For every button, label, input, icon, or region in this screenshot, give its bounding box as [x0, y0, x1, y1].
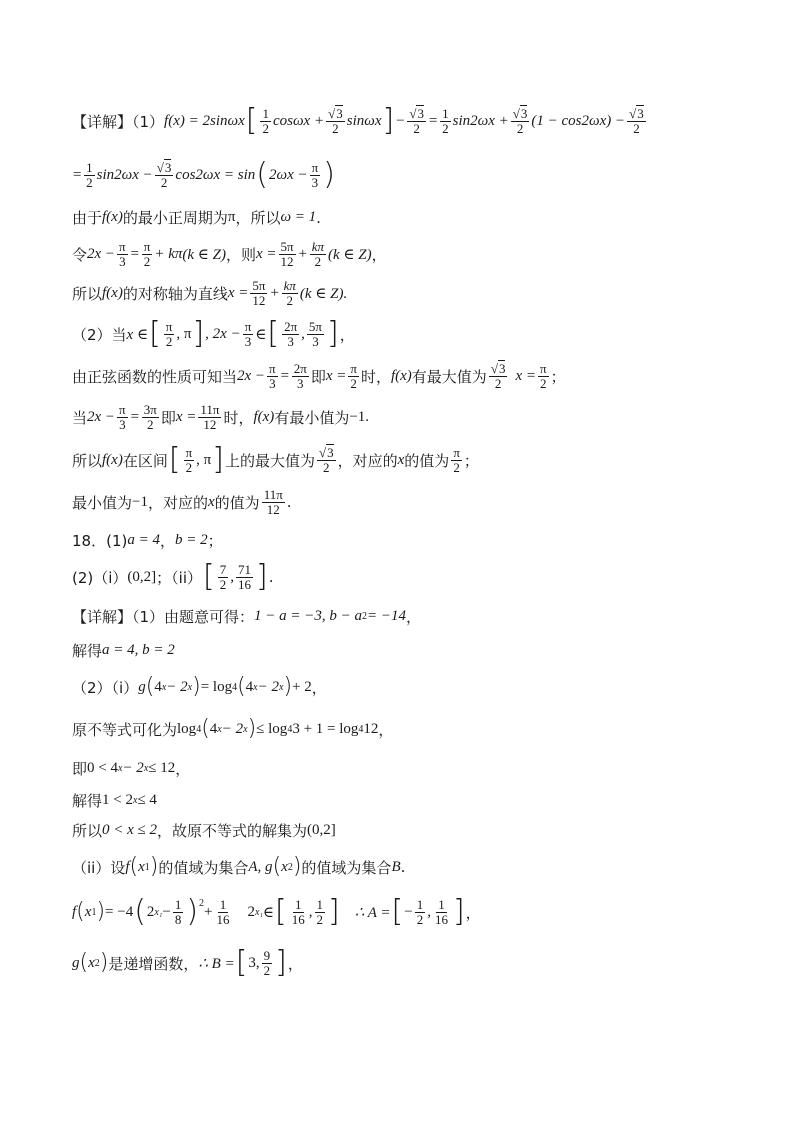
solution-line-8: 当 2x − $\frac{\pi}{3}$ = $\frac{3\pi}{2}$ 即 x = $\frac{11\pi}{12}$ 时， f(x) 有最小值为 −1.: [72, 402, 370, 432]
solution-line-4: 令 2x − $\frac{\pi}{3}$ = $\frac{\pi}{2}$ + kπ (k ∈ Z) ，则 x = $\frac{5\pi}{12}$ + $\frac{k\pi}{2}$ (k ∈ Z) ，: [72, 239, 387, 269]
solution-18-line-8: （ii）设 f ( x 1 ) 的值域为集合 A, g ( x 2 ) 的值域为集合 B .: [72, 854, 406, 879]
solution-18-line-5: 即 0 < 4 x − 2 x ≤ 12 ，: [72, 760, 191, 778]
solution-18-line-10: g ( x 2 ) 是递增函数， ∴ B = [ 3, $\frac{9}{2}$ ] ，: [72, 945, 303, 980]
answer-18-line-1: 18．(1) a = 4 ， b = 2 ；: [72, 532, 223, 550]
solution-line-2: = $\frac{1}{2}$ sin2ωx − $\frac{√3}{2}$ cos2ωx = sin ( 2ωx − $\frac{\pi}{3}$ ): [72, 157, 335, 192]
solution-18-line-4: 原不等式可化为 log 4 ( 4 x − 2 x ) ≤ log 4 3 + 1 = log 4 12 ，: [72, 716, 394, 741]
solution-18-line-9: f ( x 1 ) = −4 ( 2 x₁ − $\frac{1}{8}$ ) $^2$ + $\frac{1}{16}$ 2 x₁ ∈ [ $\frac{1}{16}$ , $\frac{1}{2}$ ] ∴ A = [ − $\frac{1}{2}$ , $\frac{1}{16}$ ] ，: [72, 894, 481, 929]
solution-18-line-7: 所以 0 < x ≤ 2 ，故原不等式的解集为 (0,2]: [72, 822, 336, 840]
solution-line-3: 由于 f(x) 的最小正周期为 π ，所以 ω = 1 .: [72, 208, 321, 227]
solution-line-7: 由正弦函数的性质可知当 2x − $\frac{\pi}{3}$ = $\frac{2\pi}{3}$ 即 x = $\frac{\pi}{2}$ 时， f(x) 有最大值为 $\frac{√3}{2}$ x = $\frac{\pi}{2}$ ；: [72, 361, 566, 391]
solution-18-line-2: 解得 a = 4, b = 2: [72, 642, 175, 660]
solution-label: 【详解】（1）: [72, 112, 165, 131]
answer-18-line-2: (2)（i） (0,2] ；（ii） [ $\frac{7}{2}$ , $\frac{71}{16}$ ] .: [72, 559, 274, 594]
solution-18-line-1: 【详解】（1）由题意可得： 1 − a = −3, b − a 2 = −14 ，: [72, 608, 422, 626]
solution-line-1: 【详解】（1） f(x) = 2sinωx [ $\frac{1}{2}$ cosωx + $\frac{√3}{2}$ sinωx ] − $\frac{√3}{2}$ = $\frac{1}{2}$ sin2ωx + $\frac{√3}{2}$ (1 − cos2ωx) − $\frac{√3}{2}$: [72, 103, 644, 138]
solution-line-9: 所以 f(x) 在区间 [ $\frac{\pi}{2}$ , π ] 上的最大值为 $\frac{√3}{2}$ ，对应的 x 的值为 $\frac{\pi}{2}$ ；: [72, 442, 479, 477]
solution-line-6: （2）当 x ∈ [ $\frac{\pi}{2}$ , π ] , 2x − $\frac{\pi}{3}$ ∈ [ $\frac{2\pi}{3}$ , $\frac{5\pi}{3}$ ] ，: [72, 316, 355, 351]
solution-line-5: 所以 f(x) 的对称轴为直线 x = $\frac{5\pi}{12}$ + $\frac{k\pi}{2}$ (k ∈ Z).: [72, 278, 348, 308]
solution-18-line-6: 解得 1 < 2 x ≤ 4: [72, 792, 157, 810]
solution-18-line-3: （2）（i） g ( 4 x − 2 x ) = log 4 ( 4 x − 2 x ) + 2 ，: [72, 674, 327, 699]
solution-line-10: 最小值为 −1 ，对应的 x 的值为 $\frac{11\pi}{12}$ .: [72, 487, 292, 517]
